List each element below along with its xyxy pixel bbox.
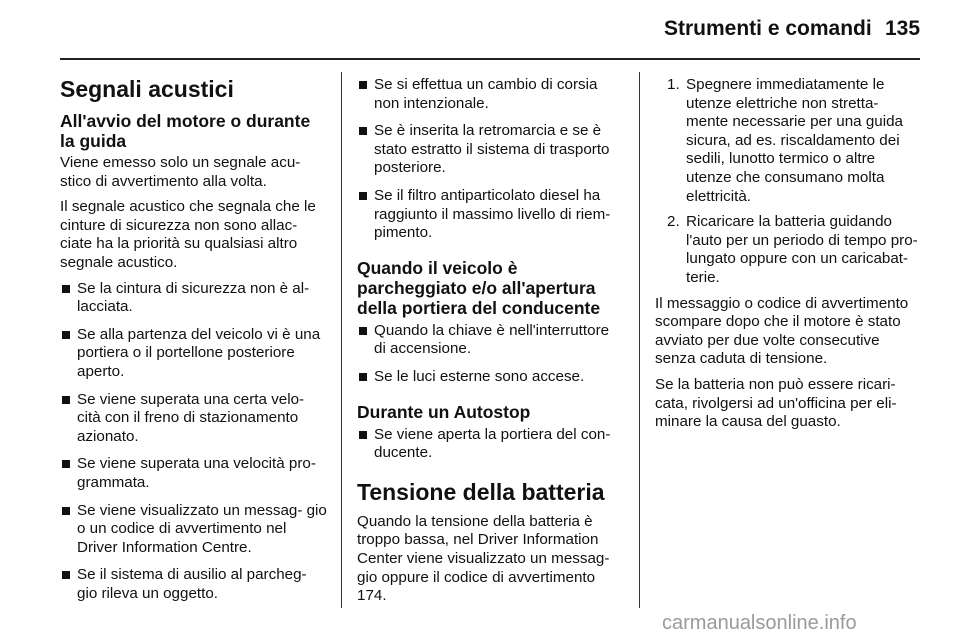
column-divider-1: [341, 72, 342, 608]
column-2: [357, 76, 625, 613]
paragraph: Quando la tensione della batteria è troppo bassa, nel Driver Information Center viene visualizzato un messag- gio oppure il codice di avvertimento 174.: [357, 512, 610, 605]
column-3: [655, 76, 923, 439]
paragraph: Il messaggio o codice di avvertimento scompare dopo che il motore è stato avviato per due volte consecutive senza caduta di tensione.: [655, 294, 909, 368]
section-title-tensione-batteria: Tensione della batteria: [357, 478, 605, 505]
section-title-segnali-acustici: Segnali acustici: [60, 76, 234, 102]
subsection-title-avvio-motore: All'avvio del motore o durante la guida: [60, 111, 311, 151]
paragraph: Il segnale acustico che segnala che le cinture di sicurezza non sono allac- ciate ha la priorità su qualsiasi altro segnale acustico.: [60, 198, 316, 271]
step-number: 2.: [667, 213, 680, 231]
column-1: [60, 76, 328, 612]
step-number: 1.: [667, 76, 680, 93]
bullet-list: [357, 322, 625, 387]
list-item: Se le luci esterne sono accese.: [357, 368, 625, 387]
bullet-list: [357, 76, 625, 243]
list-item: Quando la chiave è nell'interruttore di accensione.: [357, 322, 625, 359]
page-number: 135: [885, 17, 921, 40]
subsection-title-veicolo-parcheggiato: Quando il veicolo è parcheggiato e/o all'apertura della portiera del conducente: [357, 257, 601, 318]
list-item: Se alla partenza del veicolo vi è una portiera o il portellone posteriore aperto.: [60, 326, 328, 382]
paragraph: Se la batteria non può essere ricari- cata, rivolgersi ad un'officina per eli- minare la causa del guasto.: [655, 375, 897, 431]
watermark: carmanualsonline.info: [662, 612, 857, 634]
list-item: Se il sistema di ausilio al parcheg- gio rileva un oggetto.: [60, 566, 328, 603]
numbered-step: [655, 76, 923, 206]
list-item: Se è inserita la retromarcia e se è stato estratto il sistema di trasporto posteriore.: [357, 122, 625, 178]
list-item: Se viene aperta la portiera del con- ducente.: [357, 426, 625, 463]
numbered-list: [655, 76, 923, 288]
list-item: Se si effettua un cambio di corsia non intenzionale.: [357, 76, 625, 113]
bullet-list: [60, 280, 328, 604]
numbered-step: [655, 213, 923, 287]
step-text: Spegnere immediatamente le utenze elettriche non stretta- mente necessarie per una guida sicura, ad es. riscaldamento dei sedili, lunotto termico o altre utenze che consumano molta elettricità.: [686, 76, 903, 205]
list-item: Se viene superata una velocità pro- grammata.: [60, 455, 328, 492]
bullet-list: [357, 426, 625, 463]
list-item: Se viene superata una certa velo- cità con il freno di stazionamento azionato.: [60, 391, 328, 447]
list-item: Se viene visualizzato un messag- gio o un codice di avvertimento nel Driver Information Centre.: [60, 502, 328, 558]
list-item: Se il filtro antiparticolato diesel ha raggiunto il massimo livello di riem- pimento.: [357, 187, 625, 243]
paragraph: Viene emesso solo un segnale acu- stico di avvertimento alla volta.: [60, 154, 301, 190]
header-divider: [60, 58, 920, 60]
list-item: Se la cintura di sicurezza non è al- lacciata.: [60, 280, 328, 317]
step-text: Ricaricare la batteria guidando l'auto per un periodo di tempo pro- lungato oppure con un caricabat- terie.: [686, 213, 918, 286]
column-divider-2: [639, 72, 640, 608]
subsection-title-autostop: Durante un Autostop: [357, 401, 531, 422]
header-title: Strumenti e comandi: [664, 17, 872, 40]
